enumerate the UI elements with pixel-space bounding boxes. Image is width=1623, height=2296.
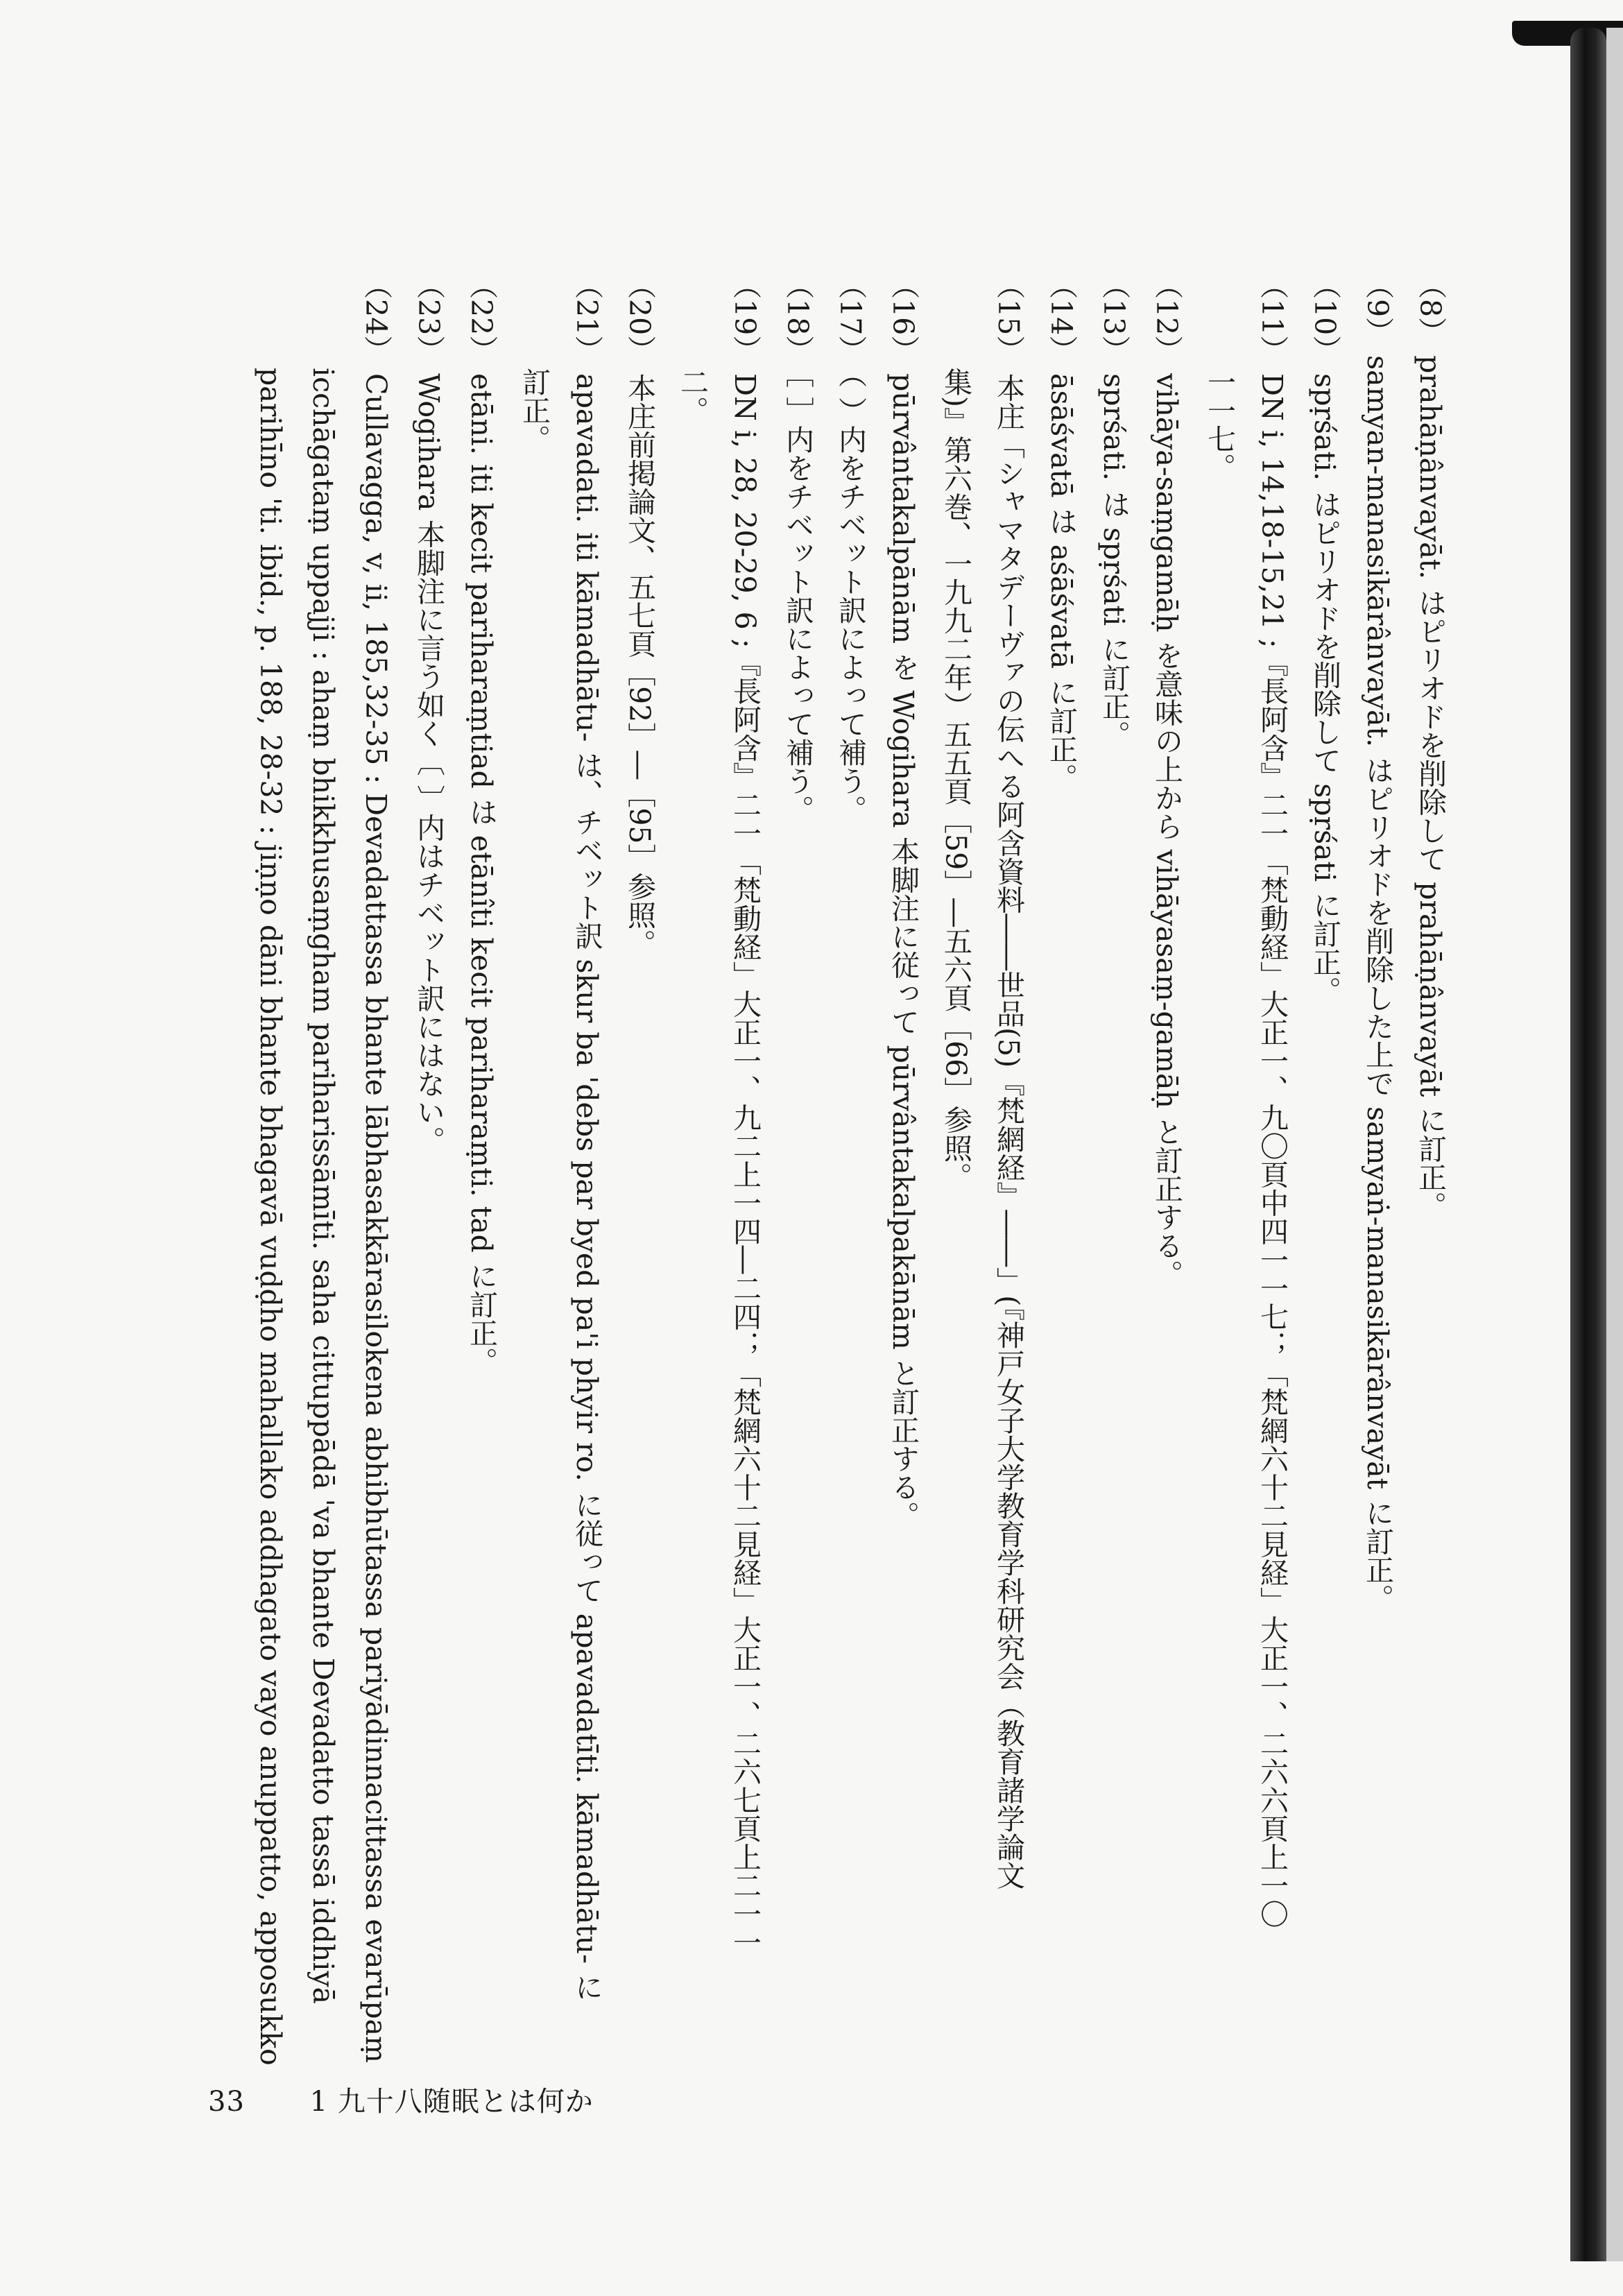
note-17: （17）（ ）内をチベット訳によって補う。 — [834, 271, 867, 823]
endnotes-column-block — [194, 271, 1457, 2102]
note-13: （13）sprśati. は spṛśati に訂正。 — [1097, 271, 1131, 749]
page-number: 33 — [208, 2086, 245, 2118]
note-21: （21）apavadati. iti kāmadhātu- は、チベット訳 skur ba 'debs par byed pa'i phyir ro. に従って apavadatīti. kāmadhātu- に — [570, 271, 603, 2001]
note-19: （19）DN i, 28, 20-29, 6 ;『長阿含』二一「梵動経」大正一、九二上一四―二四；「梵網六十二見経」大正一、二六七頁上二一一 — [728, 271, 762, 1957]
note-16: （16）pūrvântakalpānām を Wogihara 本脚注に従って pūrvântakalpakānām と訂正する。 — [886, 271, 920, 1530]
book-binding-edge — [1512, 0, 1623, 2296]
note-20: （20）本庄前掲論文、五七頁［92］―［95］参照。 — [623, 271, 656, 958]
note-10: （10）spṛśati. はピリオドを削除して spṛśati に訂正。 — [1308, 271, 1341, 1005]
note-14: （14）āsāśvatā は aśāśvatā に訂正。 — [1045, 271, 1078, 792]
note-21-continuation: 訂正。 — [517, 368, 551, 453]
note-9: （9）samyan-manasikārânvayāt. はピリオドを削除した上で samyaṅ-manasikārânvayāt に訂正。 — [1361, 271, 1394, 1613]
note-15-continuation: 集)』第六巻、一九九二年）五五頁［59］―五六頁［66］参照。 — [939, 368, 972, 1191]
binding-bar — [1570, 28, 1606, 2261]
note-8: （8）prahāṇânvayāt. はピリオドを削除して prahāṇânvayāt に訂正。 — [1414, 271, 1447, 1220]
note-19-continuation: 二。 — [676, 368, 709, 425]
note-15: （15）本庄「シャマタデーヴァの伝へる阿含資料――世品(5)『梵網経』――」(『神戸女子大学教育学科研究会（教育諸学論文 — [992, 271, 1025, 1890]
note-11-continuation: 一一七。 — [1203, 368, 1236, 481]
note-23: （23）Wogihara 本脚注に言う如く〔 〕内はチベット訳にはない。 — [412, 271, 445, 1155]
binding-edge — [1606, 28, 1623, 2261]
note-24: （24）Cullavagga, v, ii, 185,32-35 : Devadattassa bhante lābhasakkārasilokena abhibhūtassa pariyādinnacittassa evarūpaṃ — [359, 271, 393, 2063]
note-11: （11）DN i, 14,18-15,21 ;『長阿含』二一「梵動経」大正一、九〇頁中四一一七；「梵網六十二見経」大正一、二六六頁上一〇 — [1255, 271, 1289, 1928]
note-22: （22）etāni. iti kecit pariharaṃtiad は etānîti kecit pariharaṃti. tad に訂正。 — [465, 271, 498, 1376]
running-title: 1 九十八随眠とは何か — [309, 2086, 594, 2118]
page-footer — [208, 2080, 594, 2119]
note-24-continuation-2: parihīno 'ti. ibid., p. 188, 28-32 : jiṇṇo dāni bhante bhagavā vuḍḍho mahallako addhagato vayo anuppatto, apposukko — [254, 368, 287, 2066]
note-18: （18）［ ］内をチベット訳によって補う。 — [781, 271, 814, 823]
note-12: （12）vihāya-saṃgamāḥ を意味の上から vihāyasaṃ-gamāḥ と訂正する。 — [1150, 271, 1183, 1288]
note-24-continuation-1: icchāgataṃ uppajji : ahaṃ bhikkhusaṃgham pariharissāmīti. saha cittuppādā 'va bhante Devadatto tassā iddhiyā — [307, 368, 340, 2005]
